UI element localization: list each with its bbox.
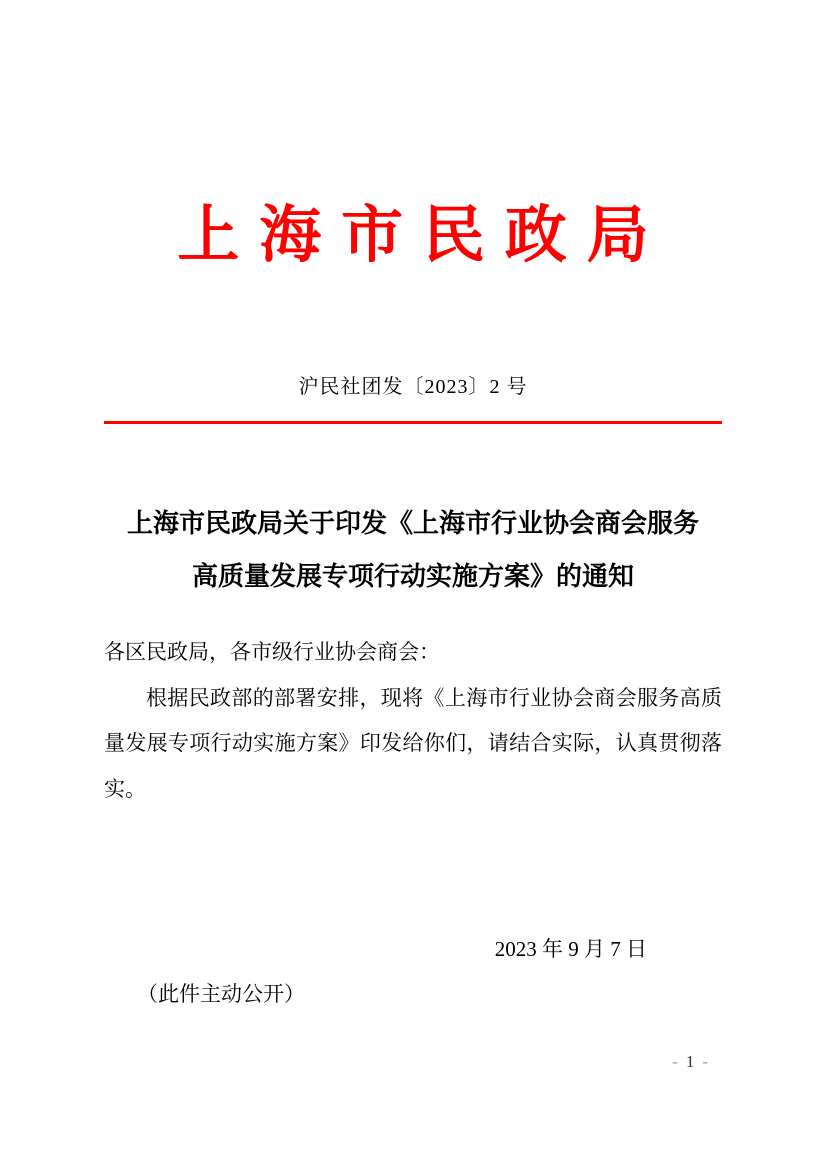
salutation-line: 各区民政局，各市级行业协会商会： [104,640,440,664]
document-reference-number: 沪民社团发〔2023〕2 号 [298,376,528,398]
issue-date: 2023 年 9 月 7 日 [494,937,647,961]
disclosure-note: （此件主动公开） [137,982,305,1006]
document-title-line2: 高质量发展专项行动实施方案》的通知 [191,562,634,591]
page-number-value: 1 [685,1052,695,1071]
agency-masthead-title: 上海市民政局 [177,202,669,270]
document-title [104,497,722,603]
document-body [104,630,722,812]
red-divider-rule [104,421,722,424]
body-paragraph: 根据民政部的部署安排，现将《上海市行业协会商会服务高质量发展专项行动实施方案》印发给你们，请结合实际，认真贯彻落实。 [104,685,722,801]
page-number [672,1051,708,1073]
page-number-dash-right: - [702,1052,708,1071]
page-number-dash-left: - [672,1052,678,1071]
document-title-line1: 上海市民政局关于印发《上海市行业协会商会服务 [126,509,699,538]
